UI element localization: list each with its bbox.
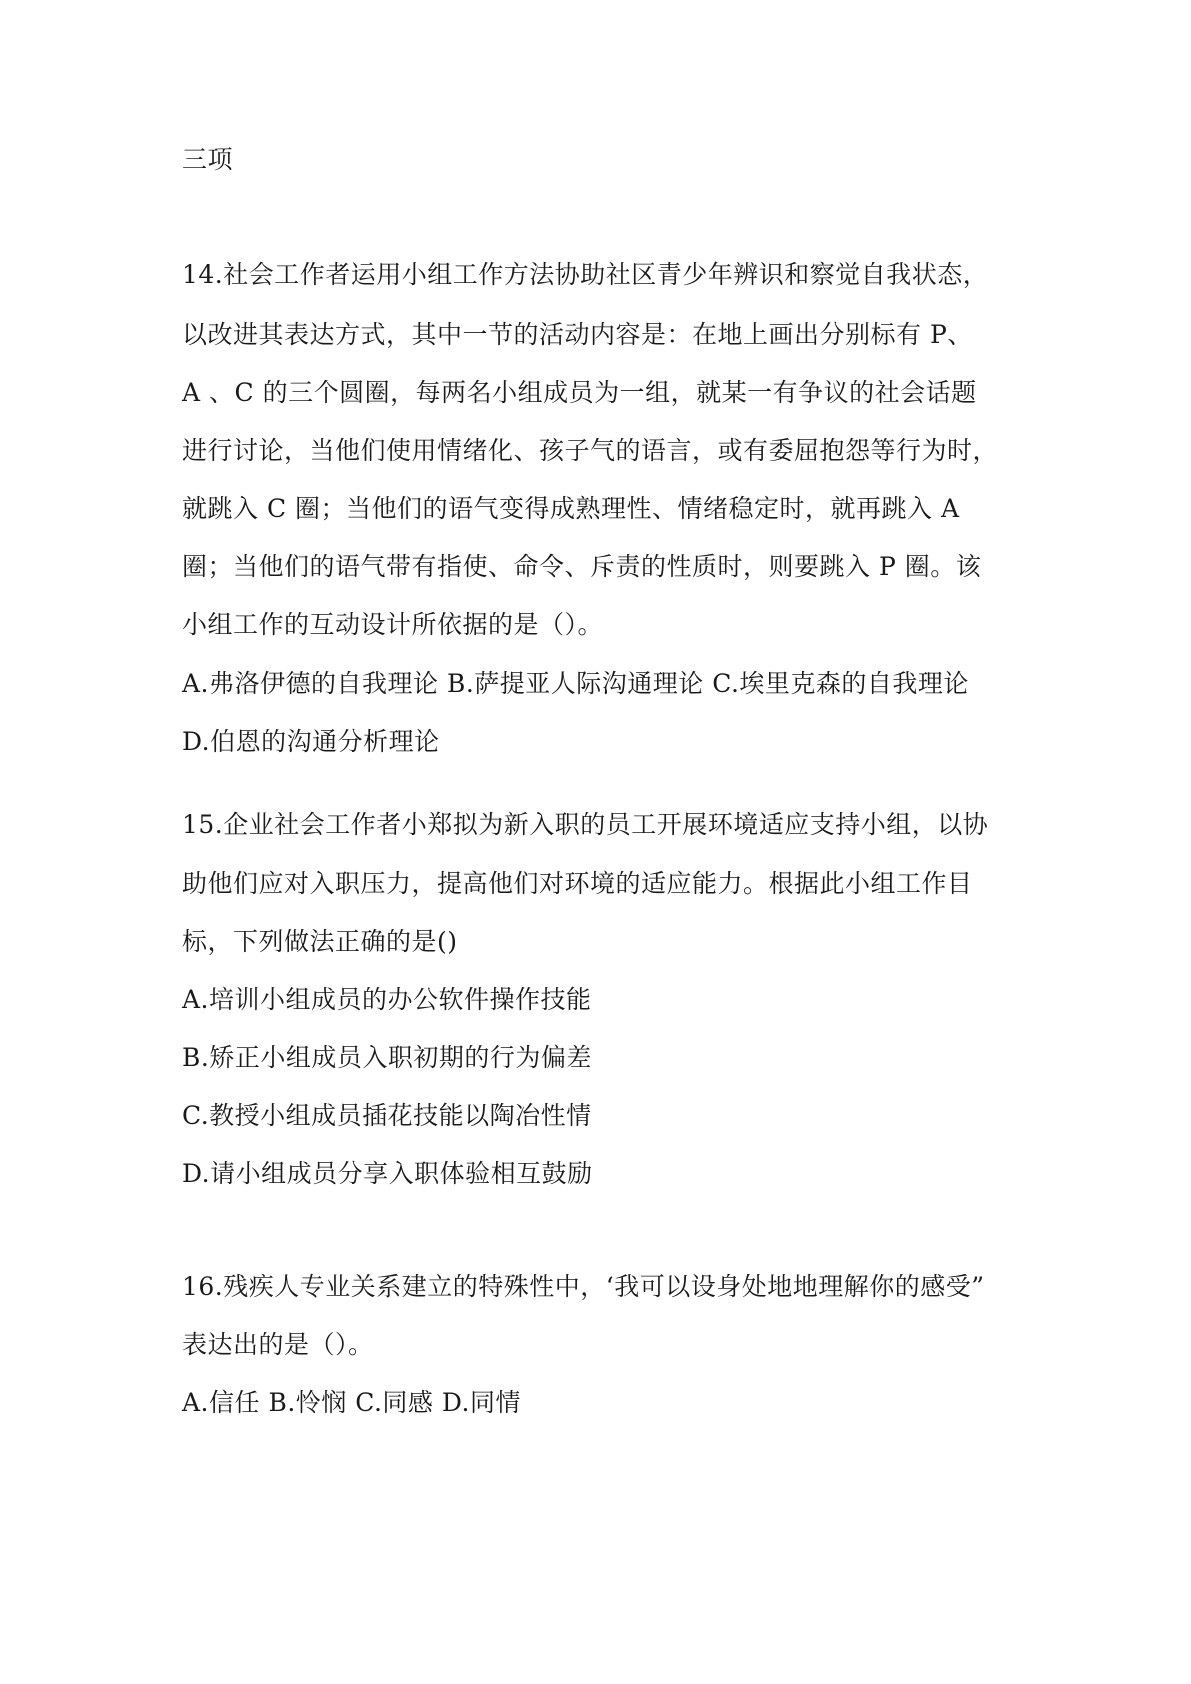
question-14-text-line-5: 就跳入 C 圈；当他们的语气变得成熟理性、情绪稳定时，就再跳入 A [182,494,960,523]
question-14-text-line-6: 圈；当他们的语气带有指使、命令、斥责的性质时，则要跳入 P 圈。该 [182,552,982,581]
question-15-option-d: D.请小组成员分享入职体验相互鼓励 [182,1159,593,1188]
question-15-text-line-3: 标，下列做法正确的是() [182,927,458,956]
question-14-text-line-3: A 、C 的三个圆圈，每两名小组成员为一组，就某一有争议的社会话题 [182,378,977,407]
question-16-text-line-2: 表达出的是（）。 [182,1330,374,1359]
question-15-option-a: A.培训小组成员的办公软件操作技能 [182,985,592,1014]
question-14-text-line-1: 14.社会工作者运用小组工作方法协助社区青少年辨识和察觉自我状态， [182,260,989,289]
previous-question-fragment: 三项 [182,145,234,174]
question-15-option-b: B.矫正小组成员入职初期的行为偏差 [182,1043,592,1072]
question-14-options-line-2: D.伯恩的沟通分析理论 [182,727,440,756]
question-14-text-line-2: 以改进其表达方式，其中一节的活动内容是：在地上画出分别标有 P、 [182,320,973,349]
question-16-text-line-1: 16.残疾人专业关系建立的特殊性中，‘我可以设身处地地理解你的感受” [182,1272,985,1301]
question-16-options: A.信任 B.怜悯 C.同感 D.同情 [182,1388,521,1417]
question-14-text-line-4: 进行讨论，当他们使用情绪化、孩子气的语言，或有委屈抱怨等行为时， [182,436,999,465]
question-15-text-line-2: 助他们应对入职压力，提高他们对环境的适应能力。根据此小组工作目 [182,869,973,898]
question-15-text-line-1: 15.企业社会工作者小郑拟为新入职的员工开展环境适应支持小组，以协 [182,810,989,839]
question-14-options-line-1: A.弗洛伊德的自我理论 B.萨提亚人际沟通理论 C.埃里克森的自我理论 [182,669,969,698]
question-14-text-line-7: 小组工作的互动设计所依据的是（）。 [182,610,604,639]
question-15-option-c: C.教授小组成员插花技能以陶冶性情 [182,1101,592,1130]
